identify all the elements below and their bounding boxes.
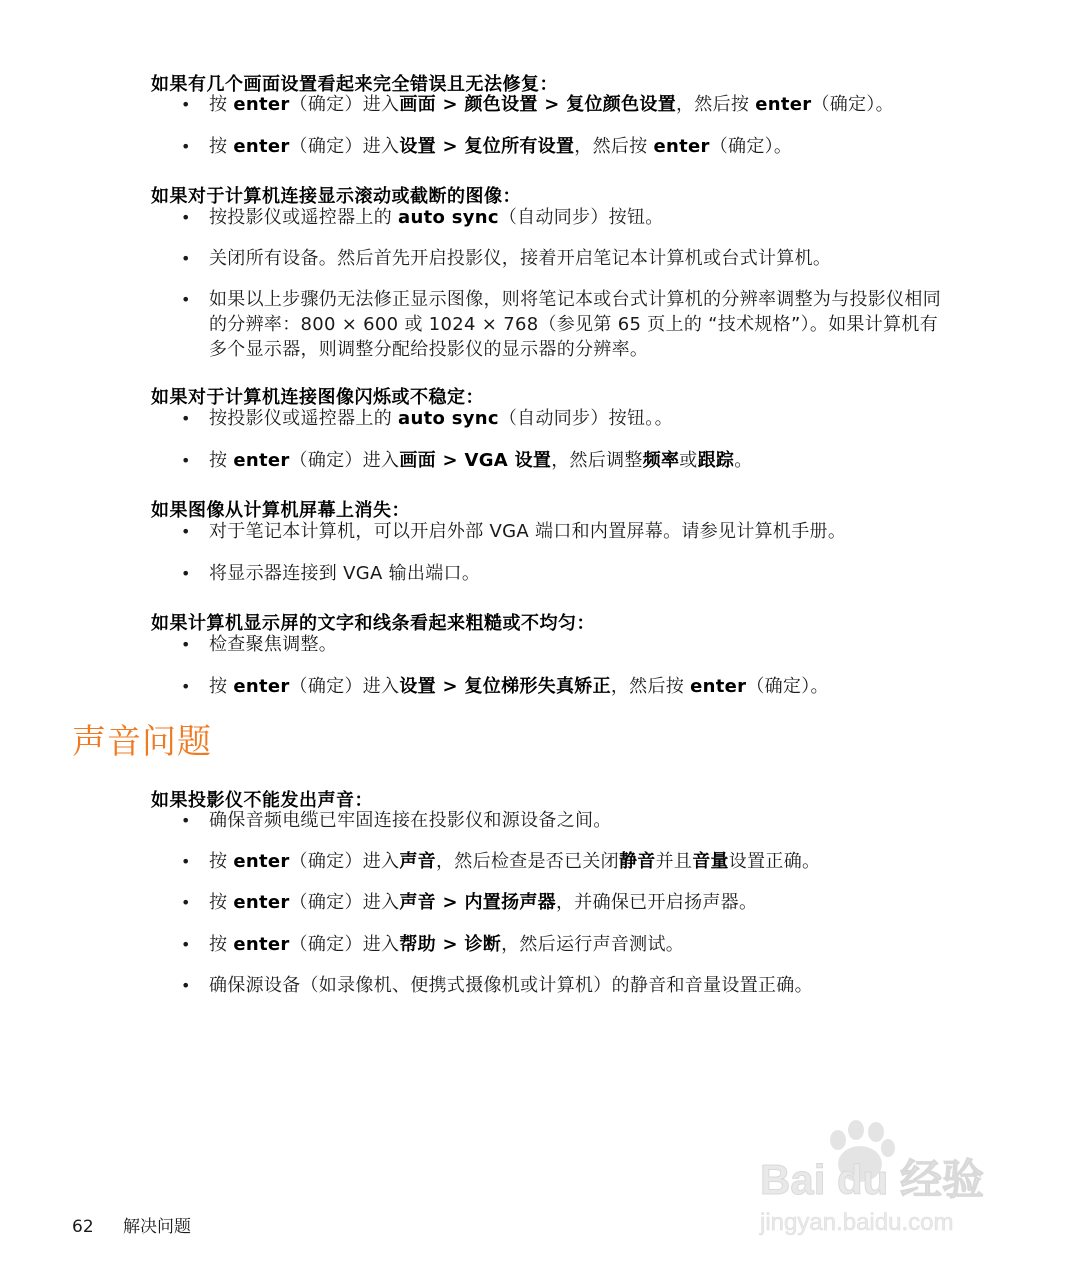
list-item-text: 按投影仪或遥控器上的 auto sync（自动同步）按钮。 (209, 207, 664, 228)
watermark-logo-text: Bai du 经验 (760, 1156, 985, 1203)
section-heading: 如果计算机显示屏的文字和线条看起来粗糙或不均匀： (151, 613, 595, 634)
bullet-icon: • (181, 564, 191, 583)
list-item-text: 按 enter（确定）进入画面 > 颜色设置 > 复位颜色设置，然后按 enter（确定）。 (209, 94, 894, 115)
page-title: 声音问题 (72, 722, 212, 762)
list-item-text: 对于笔记本计算机，可以开启外部 VGA 端口和内置屏幕。请参见计算机手册。 (209, 521, 847, 542)
bullet-icon: • (181, 976, 191, 995)
baidu-watermark (752, 1118, 1012, 1248)
bullet-icon: • (181, 137, 191, 156)
bullet-icon: • (181, 893, 191, 912)
bullet-icon: • (181, 95, 191, 114)
bullet-icon: • (181, 677, 191, 696)
list-item-text: 按 enter（确定）进入声音 > 内置扬声器，并确保已开启扬声器。 (209, 892, 758, 913)
bullet-icon: • (181, 208, 191, 227)
list-item-text: 按 enter（确定）进入设置 > 复位梯形失真矫正，然后按 enter（确定）。 (209, 676, 829, 697)
list-item-text: 按 enter（确定）进入声音，然后检查是否已关闭静音并且音量设置正确。 (209, 851, 821, 872)
section-heading: 如果对于计算机连接显示滚动或截断的图像： (151, 186, 521, 207)
page-number: 62 (72, 1217, 94, 1237)
bullet-icon: • (181, 290, 191, 309)
chapter-name: 解决问题 (123, 1217, 192, 1237)
page-footer (72, 1212, 191, 1237)
list-item-text: 按 enter（确定）进入设置 > 复位所有设置，然后按 enter（确定）。 (209, 136, 793, 157)
list-item-text: 如果以上步骤仍无法修正显示图像，则将笔记本或台式计算机的分辨率调整为与投影仪相同的分辨率：800 × 600 或 1024 × 768（参见第 65 页上的 “技术规格”）。如果计算机有多个显示器，则调整分配给投影仪的显示器的分辨率。 (209, 289, 941, 360)
list-item-text: 按投影仪或遥控器上的 auto sync（自动同步）按钮。。 (209, 408, 673, 429)
list-item-text: 确保源设备（如录像机、便携式摄像机或计算机）的静音和音量设置正确。 (209, 975, 813, 996)
list-item-text: 按 enter（确定）进入画面 > VGA 设置，然后调整频率或跟踪。 (209, 450, 753, 471)
list-item-text: 确保音频电缆已牢固连接在投影仪和源设备之间。 (209, 810, 612, 831)
bullet-icon: • (181, 811, 191, 830)
bullet-icon: • (181, 935, 191, 954)
bullet-icon: • (181, 852, 191, 871)
watermark-url: jingyan.baidu.com (760, 1209, 954, 1236)
bullet-icon: • (181, 522, 191, 541)
bullet-icon: • (181, 409, 191, 428)
section-heading: 如果有几个画面设置看起来完全错误且无法修复： (151, 74, 558, 95)
section-heading: 如果投影仪不能发出声音： (151, 790, 373, 811)
bullet-icon: • (181, 635, 191, 654)
list-item-text: 将显示器连接到 VGA 输出端口。 (209, 563, 481, 584)
section-heading: 如果对于计算机连接图像闪烁或不稳定： (151, 387, 484, 408)
list-item-text: 检查聚焦调整。 (209, 634, 338, 655)
section-heading: 如果图像从计算机屏幕上消失： (151, 500, 410, 521)
bullet-icon: • (181, 249, 191, 268)
list-item-text: 关闭所有设备。然后首先开启投影仪，接着开启笔记本计算机或台式计算机。 (209, 248, 832, 269)
list-item-text: 按 enter（确定）进入帮助 > 诊断，然后运行声音测试。 (209, 934, 685, 955)
bullet-icon: • (181, 451, 191, 470)
